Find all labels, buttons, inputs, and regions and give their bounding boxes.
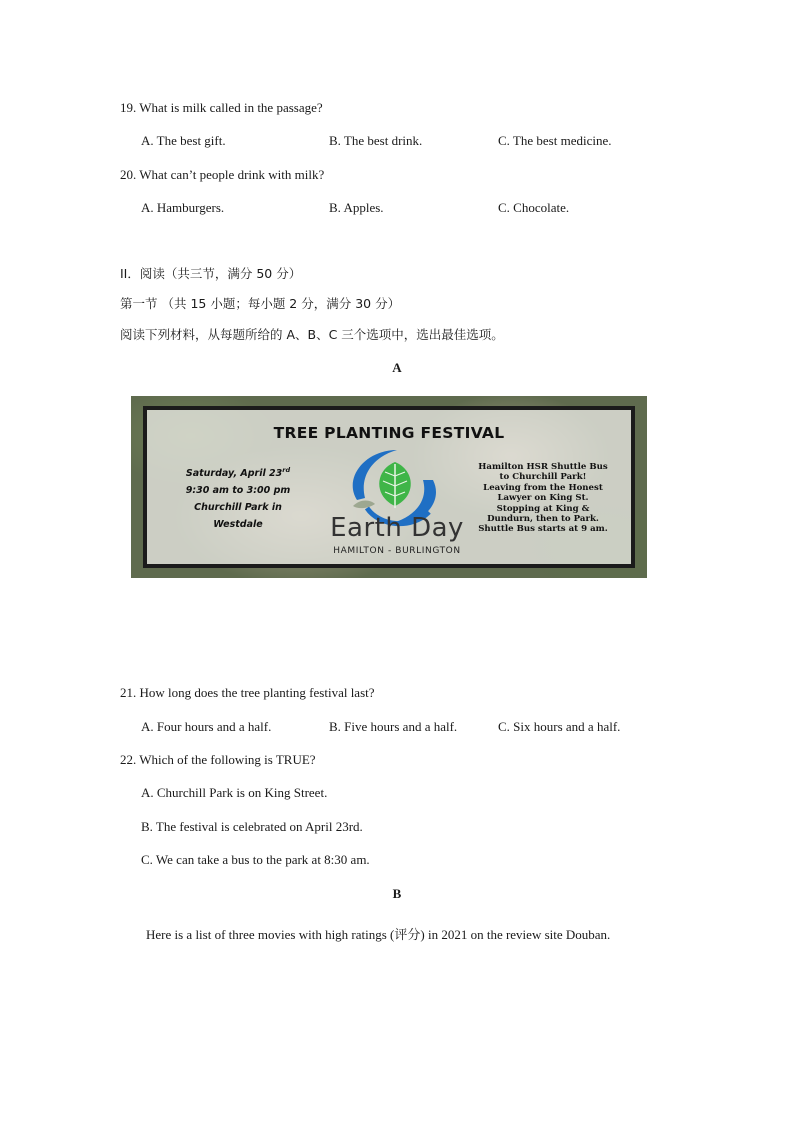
- q22-option-c: C. We can take a bus to the park at 8:30 am.: [141, 852, 370, 867]
- poster-date-info: [173, 462, 303, 533]
- poster-title: TREE PLANTING FESTIVAL: [273, 424, 505, 442]
- shuttle-line-3: Leaving from the Honest: [483, 482, 603, 493]
- section-part: 第一节 （共 15 小题；每小题 2 分，满分 30 分）: [120, 296, 401, 311]
- q21-option-a: A. Four hours and a half.: [141, 719, 272, 734]
- poster-shuttle-info: [473, 462, 613, 535]
- q22-option-b: B. The festival is celebrated on April 23rd.: [141, 819, 363, 834]
- poster-time: 9:30 am to 3:00 pm: [185, 485, 291, 497]
- shuttle-line-7: Shuttle Bus starts at 9 am.: [478, 524, 608, 535]
- passage-a-label: A: [392, 360, 402, 375]
- shuttle-line-5: Stopping at King &: [496, 503, 590, 514]
- shuttle-line-2: to Churchill Park!: [499, 472, 587, 483]
- q19-option-b: B. The best drink.: [329, 133, 423, 148]
- q22-option-a: A. Churchill Park is on King Street.: [141, 785, 328, 800]
- shuttle-line-1: Hamilton HSR Shuttle Bus: [478, 462, 608, 472]
- q19-option-a: A. The best gift.: [141, 133, 226, 148]
- passage-b-intro: Here is a list of three movies with high ratings (评分) in 2021 on the review site Douban.: [146, 927, 611, 942]
- passage-b-label: B: [392, 886, 402, 901]
- q21-option-b: B. Five hours and a half.: [329, 719, 458, 734]
- question-19: 19. What is milk called in the passage?: [120, 100, 323, 115]
- section-heading: II．阅读（共三节，满分 50 分）: [120, 266, 302, 281]
- q21-option-c: C. Six hours and a half.: [498, 719, 621, 734]
- poster-frame: [143, 406, 635, 568]
- poster-city: HAMILTON - BURLINGTON: [333, 546, 461, 556]
- shuttle-line-6: Dundurn, then to Park.: [487, 514, 599, 525]
- q20-option-c: C. Chocolate.: [498, 200, 570, 215]
- poster-brand: Earth Day: [330, 513, 464, 543]
- q19-option-c: C. The best medicine.: [498, 133, 612, 148]
- poster-date: Saturday, April 23rd: [185, 466, 291, 480]
- q20-option-a: A. Hamburgers.: [141, 200, 225, 215]
- question-22: 22. Which of the following is TRUE?: [120, 752, 316, 767]
- question-20: 20. What can’t people drink with milk?: [120, 167, 325, 182]
- shuttle-line-4: Lawyer on King St.: [497, 493, 589, 504]
- poster-place-2: Westdale: [213, 519, 263, 531]
- question-21: 21. How long does the tree planting festival last?: [120, 685, 375, 700]
- festival-poster: [131, 396, 647, 578]
- poster-place-1: Churchill Park in: [194, 502, 282, 514]
- q20-option-b: B. Apples.: [329, 200, 384, 215]
- section-instruction: 阅读下列材料，从每题所给的 A、B、C 三个选项中，选出最佳选项。: [120, 327, 504, 342]
